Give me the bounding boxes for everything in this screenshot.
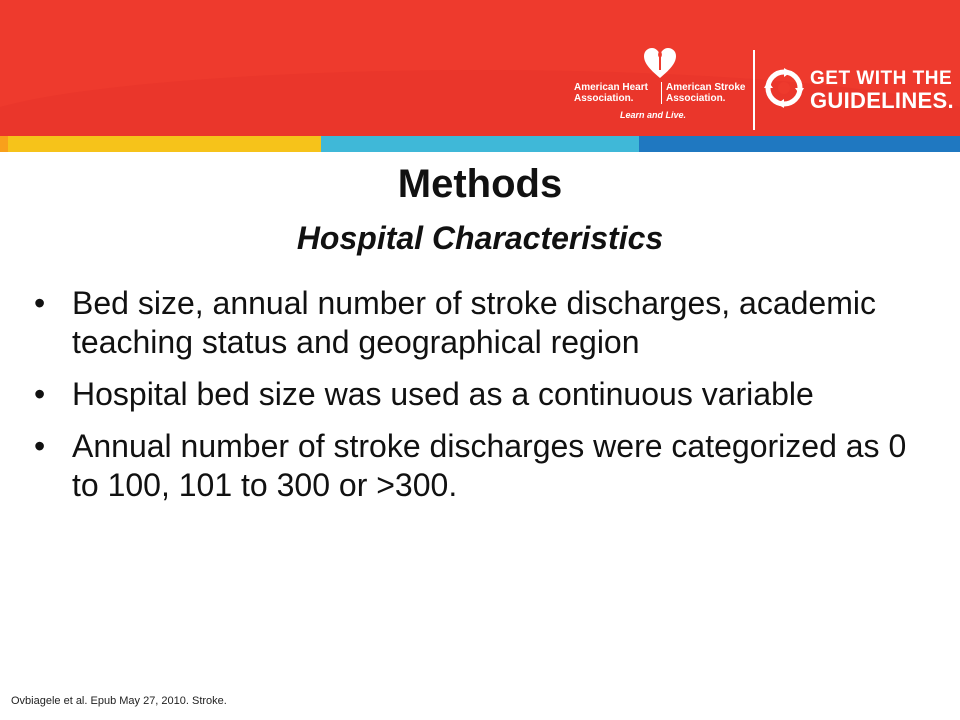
bullet-text: Annual number of stroke discharges were categorized as 0 to 100, 101 to 300 or >300.	[72, 428, 907, 503]
aha-line2: Association.	[574, 93, 634, 104]
heart-torch-icon	[642, 46, 678, 80]
citation: Ovbiagele et al. Epub May 27, 2010. Stroke.	[11, 695, 227, 707]
color-stripes	[0, 136, 960, 152]
circular-arrows-icon	[764, 68, 804, 108]
bullet-item	[34, 375, 934, 414]
asa-line2: Association.	[666, 93, 726, 104]
logo-divider	[753, 50, 755, 130]
gwtg-line1: GET WITH THE	[810, 68, 953, 89]
gwtg-wordmark	[810, 68, 954, 112]
header-banner	[0, 0, 960, 136]
slide-title: Methods	[397, 162, 563, 206]
bullet-list	[34, 284, 934, 518]
bullet-text: Hospital bed size was used as a continuous variable	[72, 376, 814, 412]
slide-subtitle: Hospital Characteristics	[296, 220, 664, 256]
gwtg-line2: GUIDELINES.	[810, 88, 954, 113]
stripe-teal	[321, 136, 639, 152]
asa-line1: American Stroke	[666, 82, 746, 93]
stripe-yellow	[8, 136, 321, 152]
bullet-item	[34, 284, 934, 362]
wordmark-divider	[661, 82, 662, 104]
bullet-dot: •	[34, 285, 46, 321]
logo-area	[570, 46, 954, 132]
bullet-item	[34, 427, 934, 505]
stripe-blue	[639, 136, 960, 152]
stripe-orange	[0, 136, 8, 152]
aha-line1: American Heart	[574, 82, 648, 93]
bullet-text: Bed size, annual number of stroke discharges, academic teaching status and geographical region	[72, 285, 876, 360]
bullet-dot: •	[34, 376, 46, 412]
tagline: Learn and Live.	[620, 110, 687, 120]
bullet-dot: •	[34, 428, 46, 464]
